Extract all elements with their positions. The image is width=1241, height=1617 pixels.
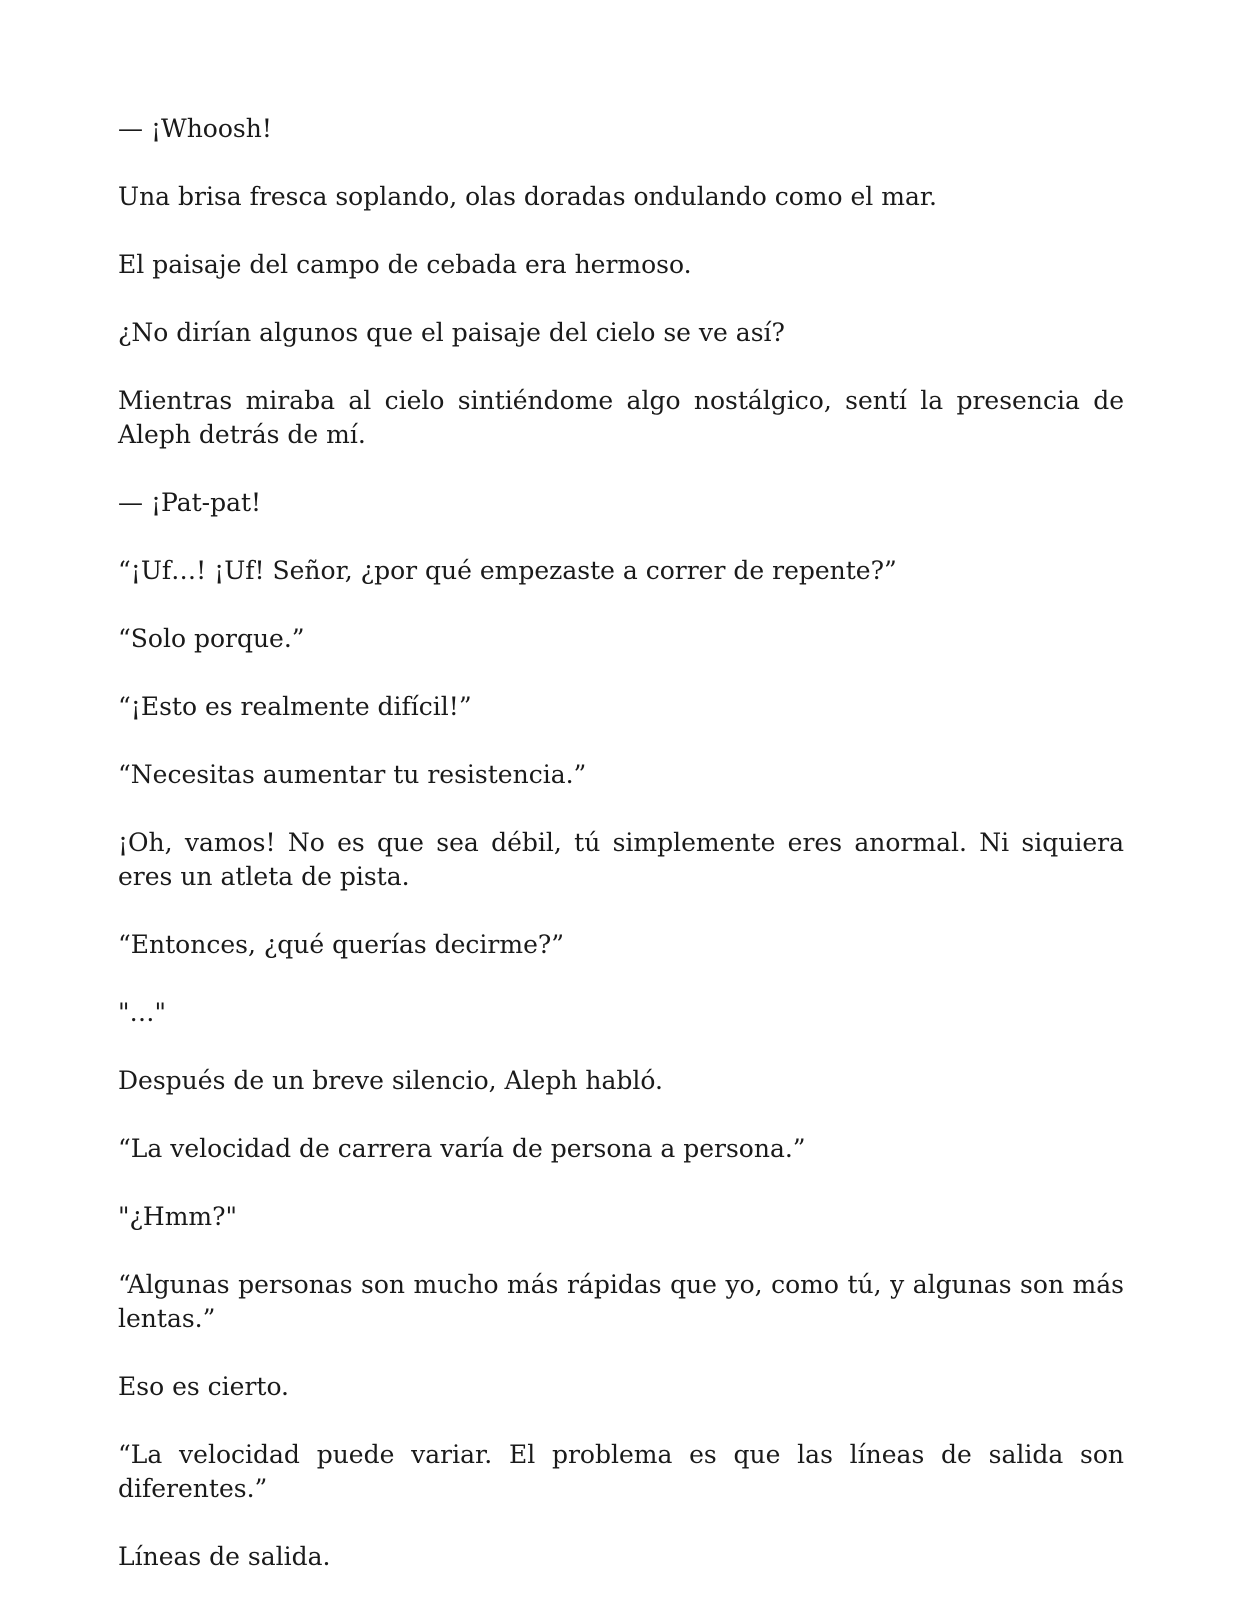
paragraph: “Solo porque.” xyxy=(118,624,305,653)
paragraph: — ¡Whoosh! xyxy=(118,114,272,143)
paragraph: Después de un breve silencio, Aleph habló. xyxy=(118,1066,663,1095)
paragraph: ¿No dirían algunos que el paisaje del cielo se ve así? xyxy=(118,318,785,347)
paragraph: "…" xyxy=(118,998,166,1027)
paragraph: “La velocidad puede variar. El problema es que las líneas de salida son diferentes.” xyxy=(118,1440,1124,1503)
paragraph: Líneas de salida. xyxy=(118,1542,331,1571)
paragraph: — ¡Pat-pat! xyxy=(118,488,262,517)
document-page xyxy=(118,112,1124,1608)
paragraph: Una brisa fresca soplando, olas doradas ondulando como el mar. xyxy=(118,182,938,211)
paragraph: “¡Esto es realmente difícil!” xyxy=(118,692,472,721)
paragraph: “La velocidad de carrera varía de persona a persona.” xyxy=(118,1134,806,1163)
paragraph: Mientras miraba al cielo sintiéndome algo nostálgico, sentí la presencia de Aleph detrás de mí. xyxy=(118,386,1124,449)
paragraph: El paisaje del campo de cebada era hermoso. xyxy=(118,250,692,279)
paragraph: ¡Oh, vamos! No es que sea débil, tú simplemente eres anormal. Ni siquiera eres un atleta de pista. xyxy=(118,828,1124,891)
paragraph: “Entonces, ¿qué querías decirme?” xyxy=(118,930,565,959)
paragraph: "¿Hmm?" xyxy=(118,1202,238,1231)
paragraph: “Algunas personas son mucho más rápidas que yo, como tú, y algunas son más lentas.” xyxy=(118,1270,1124,1333)
paragraph: “¡Uf…! ¡Uf! Señor, ¿por qué empezaste a correr de repente?” xyxy=(118,556,897,585)
paragraph: “Necesitas aumentar tu resistencia.” xyxy=(118,760,587,789)
paragraph: Eso es cierto. xyxy=(118,1372,289,1401)
